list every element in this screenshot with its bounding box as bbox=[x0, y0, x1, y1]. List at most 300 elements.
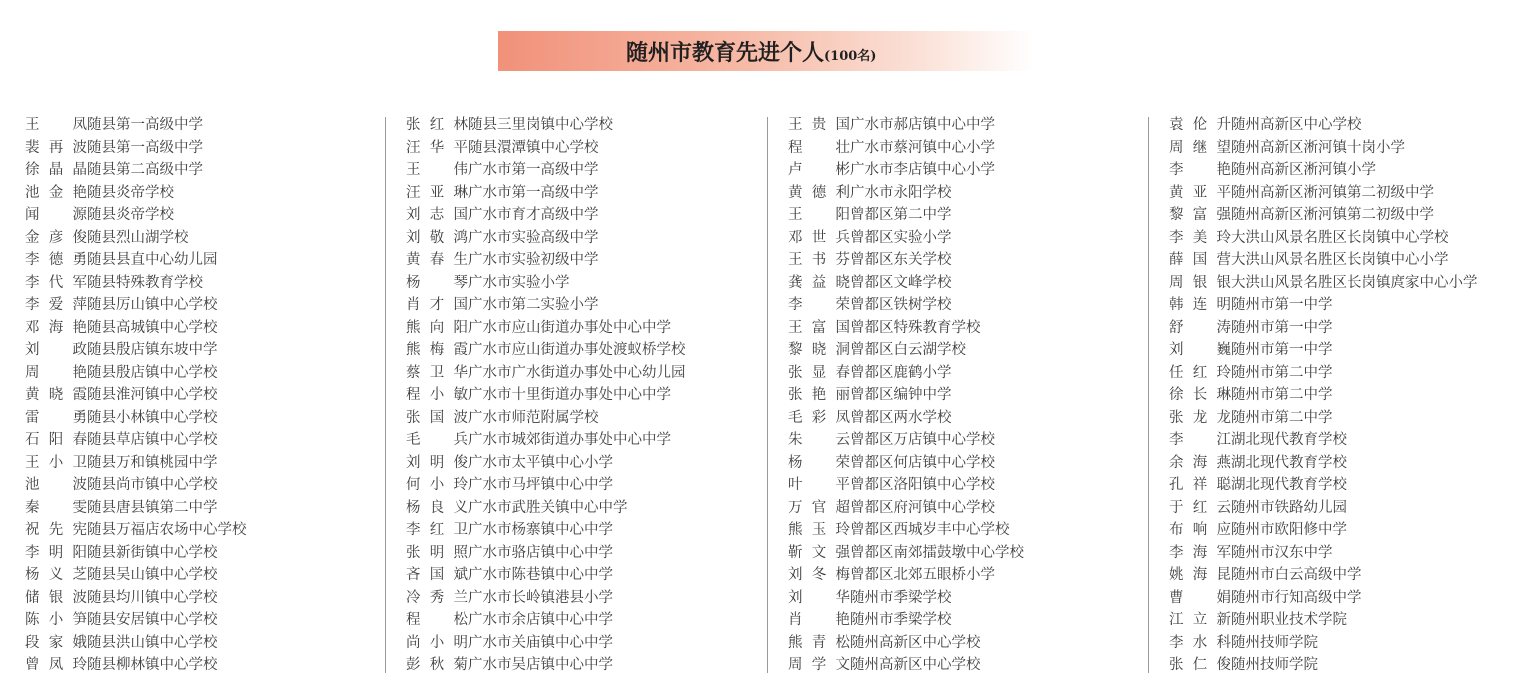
honoree-school: 随县第二高级中学 bbox=[87, 162, 203, 178]
honoree-name: 彭秋菊 bbox=[406, 657, 468, 673]
honoree-name: 张显春 bbox=[788, 364, 850, 381]
honoree-school: 广水市杨寨镇中心中学 bbox=[468, 522, 613, 538]
honoree-name: 闻 源 bbox=[25, 207, 87, 223]
honoree-school: 曾都区西城岁丰中心学校 bbox=[850, 522, 1010, 538]
honoree-school: 曾都区白云湖学校 bbox=[850, 342, 966, 358]
list-item bbox=[25, 654, 395, 677]
honoree-school: 随县第一高级中学 bbox=[87, 139, 203, 156]
honoree-name: 刘冬梅 bbox=[788, 567, 850, 583]
honoree-school: 随州市季梁学校 bbox=[850, 589, 952, 606]
honoree-name: 储银波 bbox=[25, 589, 87, 606]
honoree-school: 随州市季梁学校 bbox=[850, 612, 952, 628]
honoree-name: 黄亚平 bbox=[1169, 184, 1231, 201]
honoree-school: 随县万福店农场中心学校 bbox=[87, 522, 247, 538]
list-item bbox=[1169, 317, 1509, 340]
honoree-name: 余海燕 bbox=[1169, 454, 1231, 471]
honoree-school: 随州技师学院 bbox=[1231, 634, 1318, 651]
honoree-school: 曾都区北郊五眼桥小学 bbox=[850, 567, 995, 583]
honoree-name: 程 壮 bbox=[788, 139, 850, 156]
honoree-name: 刘明俊 bbox=[406, 454, 468, 471]
honoree-name: 靳文强 bbox=[788, 544, 850, 561]
list-item bbox=[1169, 182, 1509, 205]
honoree-school: 曾都区府河镇中心学校 bbox=[850, 499, 995, 516]
list-item bbox=[788, 362, 1158, 385]
honoree-name: 刘 巍 bbox=[1169, 342, 1231, 358]
honoree-name: 程 松 bbox=[406, 612, 468, 628]
honoree-name: 肖 艳 bbox=[788, 612, 850, 628]
list-item bbox=[25, 159, 395, 182]
honoree-name: 蔡卫华 bbox=[406, 364, 468, 381]
honoree-school: 随州高新区中心学校 bbox=[850, 634, 981, 651]
honoree-school: 广水市余店镇中心中学 bbox=[468, 612, 613, 628]
honoree-name: 薛国营 bbox=[1169, 252, 1231, 268]
honoree-name: 汪亚琳 bbox=[406, 184, 468, 201]
honoree-name: 冷秀兰 bbox=[406, 589, 468, 606]
honoree-name: 石阳春 bbox=[25, 432, 87, 448]
list-item bbox=[406, 317, 776, 340]
honoree-school: 广水市师范附属学校 bbox=[468, 409, 599, 426]
title-count: (100名) bbox=[824, 49, 877, 64]
honoree-name: 卢 彬 bbox=[788, 162, 850, 178]
honoree-school: 随州市第二中学 bbox=[1231, 387, 1333, 403]
list-item bbox=[25, 474, 395, 497]
honoree-school: 广水市李店镇中心小学 bbox=[850, 162, 995, 178]
honoree-school: 随县万和镇桃园中学 bbox=[87, 454, 218, 471]
honoree-name: 池 波 bbox=[25, 477, 87, 493]
title-main: 随州市教育先进个人 bbox=[626, 40, 825, 66]
list-item bbox=[25, 587, 395, 610]
honoree-school: 随州市铁路幼儿园 bbox=[1231, 499, 1347, 516]
honoree-school: 随州高新区中心学校 bbox=[850, 657, 981, 673]
list-item bbox=[25, 609, 395, 632]
honoree-column-3 bbox=[788, 114, 1158, 677]
list-item bbox=[406, 654, 776, 677]
list-item bbox=[406, 519, 776, 542]
honoree-school: 随州市第一中学 bbox=[1231, 342, 1333, 358]
list-item bbox=[1169, 249, 1509, 272]
honoree-school: 随州职业技术学院 bbox=[1231, 612, 1347, 628]
honoree-name: 秦 雯 bbox=[25, 499, 87, 516]
list-item bbox=[1169, 474, 1509, 497]
list-item bbox=[25, 429, 395, 452]
honoree-school: 广水市永阳学校 bbox=[850, 184, 952, 201]
honoree-name: 池金艳 bbox=[25, 184, 87, 201]
list-item bbox=[1169, 362, 1509, 385]
honoree-name: 尚小明 bbox=[406, 634, 468, 651]
honoree-school: 湖北现代教育学校 bbox=[1231, 454, 1347, 471]
honoree-school: 曾都区两水学校 bbox=[850, 409, 952, 426]
honoree-school: 广水市实验高级中学 bbox=[468, 229, 599, 246]
honoree-school: 随县尚市镇中心学校 bbox=[87, 477, 218, 493]
honoree-school: 广水市城郊街道办事处中心中学 bbox=[468, 432, 671, 448]
honoree-name: 姚海昆 bbox=[1169, 567, 1231, 583]
honoree-school: 随州市第一中学 bbox=[1231, 319, 1333, 336]
honoree-school: 曾都区洛阳镇中心学校 bbox=[850, 477, 995, 493]
honoree-name: 曹 娟 bbox=[1169, 589, 1231, 606]
list-item bbox=[788, 519, 1158, 542]
honoree-name: 王 凤 bbox=[25, 117, 87, 133]
list-item bbox=[406, 452, 776, 475]
honoree-school: 曾都区东关学校 bbox=[850, 252, 952, 268]
list-item bbox=[25, 272, 395, 295]
list-item bbox=[788, 654, 1158, 677]
honoree-school: 广水市应山街道办事处渡蚁桥学校 bbox=[468, 342, 686, 358]
honoree-school: 广水市实验小学 bbox=[468, 274, 570, 291]
honoree-name: 吝国斌 bbox=[406, 567, 468, 583]
honoree-school: 随县第一高级中学 bbox=[87, 117, 203, 133]
honoree-school: 广水市十里街道办事处中心中学 bbox=[468, 387, 671, 403]
honoree-school: 广水市关庙镇中心中学 bbox=[468, 634, 613, 651]
honoree-school: 随县炎帝学校 bbox=[87, 207, 174, 223]
honoree-school: 随州高新区淅河镇第二初级中学 bbox=[1231, 207, 1434, 223]
honoree-school: 广水市骆店镇中心中学 bbox=[468, 544, 613, 561]
honoree-name: 雷 勇 bbox=[25, 409, 87, 426]
list-item bbox=[406, 159, 776, 182]
honoree-name: 杨 琴 bbox=[406, 274, 468, 291]
honoree-school: 随县殷店镇东坡中学 bbox=[87, 342, 218, 358]
list-item bbox=[406, 339, 776, 362]
list-item bbox=[788, 384, 1158, 407]
honoree-school: 曾都区编钟中学 bbox=[850, 387, 952, 403]
honoree-school: 随州市汉东中学 bbox=[1231, 544, 1333, 561]
honoree-name: 王 伟 bbox=[406, 162, 468, 178]
list-item bbox=[406, 362, 776, 385]
list-item bbox=[788, 587, 1158, 610]
list-item bbox=[788, 542, 1158, 565]
honoree-school: 广水市陈巷镇中心中学 bbox=[468, 567, 613, 583]
list-item bbox=[406, 249, 776, 272]
list-item bbox=[788, 249, 1158, 272]
honoree-name: 邓世兵 bbox=[788, 229, 850, 246]
list-item bbox=[25, 542, 395, 565]
honoree-name: 黄德利 bbox=[788, 184, 850, 201]
list-item bbox=[788, 474, 1158, 497]
honoree-name: 毛 兵 bbox=[406, 432, 468, 448]
honoree-name: 舒 涛 bbox=[1169, 319, 1231, 336]
honoree-name: 毛彩凤 bbox=[788, 409, 850, 426]
honoree-school: 广水市太平镇中心小学 bbox=[468, 454, 613, 471]
list-item bbox=[406, 497, 776, 520]
honoree-name: 李 江 bbox=[1169, 432, 1231, 448]
honoree-name: 金彦俊 bbox=[25, 229, 87, 246]
list-item bbox=[25, 452, 395, 475]
list-item bbox=[1169, 272, 1509, 295]
honoree-name: 江立新 bbox=[1169, 612, 1231, 628]
honoree-name: 张明照 bbox=[406, 544, 468, 561]
list-item bbox=[1169, 227, 1509, 250]
honoree-name: 段家娥 bbox=[25, 634, 87, 651]
honoree-school: 随州市白云高级中学 bbox=[1231, 567, 1362, 583]
honoree-name: 杨良义 bbox=[406, 499, 468, 516]
honoree-name: 万官超 bbox=[788, 499, 850, 516]
honoree-name: 熊向阳 bbox=[406, 319, 468, 336]
honoree-name: 王富国 bbox=[788, 319, 850, 336]
list-item bbox=[406, 609, 776, 632]
honoree-name: 朱 云 bbox=[788, 432, 850, 448]
honoree-school: 随州高新区淅河镇第二初级中学 bbox=[1231, 184, 1434, 201]
honoree-school: 大洪山风景名胜区长岗镇中心小学 bbox=[1231, 252, 1449, 268]
honoree-name: 邓海艳 bbox=[25, 319, 87, 336]
honoree-name: 黄春生 bbox=[406, 252, 468, 268]
list-item bbox=[406, 632, 776, 655]
honoree-name: 周学文 bbox=[788, 657, 850, 673]
list-item bbox=[406, 272, 776, 295]
honoree-name: 叶 平 bbox=[788, 477, 850, 493]
honoree-name: 杨义芝 bbox=[25, 567, 87, 583]
honoree-name: 张国波 bbox=[406, 409, 468, 426]
honoree-name: 李红卫 bbox=[406, 522, 468, 538]
honoree-school: 随县厉山镇中心学校 bbox=[87, 297, 218, 313]
list-item bbox=[788, 429, 1158, 452]
list-item bbox=[788, 114, 1158, 137]
list-item bbox=[788, 452, 1158, 475]
honoree-school: 随县吴山镇中心学校 bbox=[87, 567, 218, 583]
list-item bbox=[788, 497, 1158, 520]
honoree-school: 随州技师学院 bbox=[1231, 657, 1318, 673]
page-title bbox=[626, 36, 876, 67]
list-item bbox=[1169, 137, 1509, 160]
honoree-school: 曾都区万店镇中心学校 bbox=[850, 432, 995, 448]
honoree-name: 张龙龙 bbox=[1169, 409, 1231, 426]
honoree-name: 李 艳 bbox=[1169, 162, 1231, 178]
honoree-school: 曾都区实验小学 bbox=[850, 229, 952, 246]
honoree-school: 曾都区文峰学校 bbox=[850, 274, 952, 291]
list-item bbox=[788, 339, 1158, 362]
honoree-name: 布响应 bbox=[1169, 522, 1231, 538]
list-item bbox=[25, 182, 395, 205]
honoree-name: 熊梅霞 bbox=[406, 342, 468, 358]
list-item bbox=[788, 182, 1158, 205]
honoree-name: 汪华平 bbox=[406, 139, 468, 156]
list-item bbox=[406, 564, 776, 587]
list-item bbox=[25, 407, 395, 430]
list-item bbox=[406, 182, 776, 205]
list-item bbox=[1169, 384, 1509, 407]
list-item bbox=[1169, 542, 1509, 565]
honoree-school: 随县新街镇中心学校 bbox=[87, 544, 218, 561]
honoree-name: 王贵国 bbox=[788, 117, 850, 133]
list-item bbox=[25, 317, 395, 340]
honoree-name: 刘 华 bbox=[788, 589, 850, 606]
honoree-school: 随县小林镇中心学校 bbox=[87, 409, 218, 426]
honoree-name: 李海军 bbox=[1169, 544, 1231, 561]
list-item bbox=[1169, 294, 1509, 317]
honoree-school: 随县柳林镇中心学校 bbox=[87, 657, 218, 673]
honoree-name: 徐晶晶 bbox=[25, 162, 87, 178]
list-item bbox=[25, 114, 395, 137]
honoree-name: 任红玲 bbox=[1169, 364, 1231, 381]
honoree-school: 随县唐县镇第二中学 bbox=[87, 499, 218, 516]
honoree-name: 张红林 bbox=[406, 117, 468, 133]
list-item bbox=[406, 204, 776, 227]
honoree-name: 李 荣 bbox=[788, 297, 850, 313]
honoree-name: 李水科 bbox=[1169, 634, 1231, 651]
honoree-name: 刘敬鸿 bbox=[406, 229, 468, 246]
list-item bbox=[406, 137, 776, 160]
list-item bbox=[406, 384, 776, 407]
honoree-school: 随县高城镇中心学校 bbox=[87, 319, 218, 336]
honoree-name: 李德勇 bbox=[25, 252, 87, 268]
honoree-school: 随州市欧阳修中学 bbox=[1231, 522, 1347, 538]
honoree-column-1 bbox=[25, 114, 395, 677]
list-item bbox=[788, 564, 1158, 587]
list-item bbox=[788, 137, 1158, 160]
honoree-name: 曾凤玲 bbox=[25, 657, 87, 673]
honoree-school: 随县炎帝学校 bbox=[87, 184, 174, 201]
honoree-name: 王书芬 bbox=[788, 252, 850, 268]
list-item bbox=[1169, 632, 1509, 655]
list-item bbox=[1169, 204, 1509, 227]
honoree-name: 熊青松 bbox=[788, 634, 850, 651]
honoree-name: 王 阳 bbox=[788, 207, 850, 223]
list-item bbox=[1169, 587, 1509, 610]
honoree-school: 广水市广水街道办事处中心幼儿园 bbox=[468, 364, 686, 381]
list-item bbox=[788, 227, 1158, 250]
honoree-school: 广水市第一高级中学 bbox=[468, 184, 599, 201]
honoree-name: 祝先宪 bbox=[25, 522, 87, 538]
honoree-name: 袁伦升 bbox=[1169, 117, 1231, 133]
honoree-name: 裴再波 bbox=[25, 139, 87, 156]
honoree-school: 湖北现代教育学校 bbox=[1231, 477, 1347, 493]
honoree-school: 广水市长岭镇港县小学 bbox=[468, 589, 613, 606]
list-item bbox=[1169, 339, 1509, 362]
list-item bbox=[406, 227, 776, 250]
honoree-name: 刘志国 bbox=[406, 207, 468, 223]
list-item bbox=[788, 609, 1158, 632]
honoree-school: 随县县直中心幼儿园 bbox=[87, 252, 218, 268]
list-item bbox=[25, 564, 395, 587]
honoree-school: 广水市蔡河镇中心小学 bbox=[850, 139, 995, 156]
honoree-school: 曾都区南郊擂鼓墩中心学校 bbox=[850, 544, 1024, 561]
honoree-name: 韩连明 bbox=[1169, 297, 1231, 313]
list-item bbox=[406, 587, 776, 610]
honoree-name: 周继望 bbox=[1169, 139, 1231, 156]
honoree-name: 李美玲 bbox=[1169, 229, 1231, 246]
honoree-school: 大洪山风景名胜区长岗镇中心学校 bbox=[1231, 229, 1449, 246]
honoree-name: 李代军 bbox=[25, 274, 87, 291]
honoree-school: 湖北现代教育学校 bbox=[1231, 432, 1347, 448]
list-item bbox=[25, 249, 395, 272]
honoree-school: 随县澴潭镇中心学校 bbox=[468, 139, 599, 156]
list-item bbox=[1169, 159, 1509, 182]
list-item bbox=[406, 407, 776, 430]
list-item bbox=[25, 294, 395, 317]
honoree-school: 随县殷店镇中心学校 bbox=[87, 364, 218, 381]
list-item bbox=[788, 159, 1158, 182]
honoree-name: 龚益晓 bbox=[788, 274, 850, 291]
honoree-name: 周 艳 bbox=[25, 364, 87, 381]
list-item bbox=[788, 272, 1158, 295]
honoree-name: 肖才国 bbox=[406, 297, 468, 313]
honoree-name: 于红云 bbox=[1169, 499, 1231, 516]
list-item bbox=[788, 204, 1158, 227]
honoree-name: 黎富强 bbox=[1169, 207, 1231, 223]
honoree-school: 广水市郝店镇中心中学 bbox=[850, 117, 995, 133]
honoree-school: 广水市吴店镇中心中学 bbox=[468, 657, 613, 673]
list-item bbox=[25, 497, 395, 520]
honoree-school: 随县淮河镇中心学校 bbox=[87, 387, 218, 403]
honoree-school: 随县烈山湖学校 bbox=[87, 229, 189, 246]
honoree-school: 广水市实验初级中学 bbox=[468, 252, 599, 268]
honoree-school: 曾都区鹿鹤小学 bbox=[850, 364, 952, 381]
honoree-column-4 bbox=[1169, 114, 1509, 677]
list-item bbox=[1169, 519, 1509, 542]
honoree-school: 随州高新区淅河镇小学 bbox=[1231, 162, 1376, 178]
list-item bbox=[788, 632, 1158, 655]
honoree-school: 曾都区特殊教育学校 bbox=[850, 319, 981, 336]
honoree-school: 随县均川镇中心学校 bbox=[87, 589, 218, 606]
honoree-school: 广水市第一高级中学 bbox=[468, 162, 599, 178]
honoree-column-2 bbox=[406, 114, 776, 677]
honoree-school: 广水市第二实验小学 bbox=[468, 297, 599, 313]
honoree-school: 随县草店镇中心学校 bbox=[87, 432, 218, 448]
list-item bbox=[406, 429, 776, 452]
honoree-school: 随县特殊教育学校 bbox=[87, 274, 203, 291]
honoree-name: 黎晓洞 bbox=[788, 342, 850, 358]
honoree-name: 程小敏 bbox=[406, 387, 468, 403]
list-item bbox=[406, 294, 776, 317]
list-item bbox=[25, 227, 395, 250]
honoree-school: 曾都区何店镇中心学校 bbox=[850, 454, 995, 471]
list-item bbox=[25, 339, 395, 362]
honoree-school: 广水市武胜关镇中心中学 bbox=[468, 499, 628, 516]
honoree-name: 陈小笋 bbox=[25, 612, 87, 628]
title-banner bbox=[498, 31, 1035, 71]
list-item bbox=[1169, 452, 1509, 475]
list-item bbox=[1169, 407, 1509, 430]
list-item bbox=[25, 362, 395, 385]
honoree-school: 随州市第一中学 bbox=[1231, 297, 1333, 313]
honoree-name: 杨 荣 bbox=[788, 454, 850, 471]
honoree-school: 随县安居镇中心学校 bbox=[87, 612, 218, 628]
honoree-school: 随州市行知高级中学 bbox=[1231, 589, 1362, 606]
honoree-name: 孔祥聪 bbox=[1169, 477, 1231, 493]
honoree-school: 广水市马坪镇中心中学 bbox=[468, 477, 613, 493]
honoree-school: 大洪山风景名胜区长岗镇庹家中心小学 bbox=[1231, 274, 1478, 291]
honoree-name: 李明阳 bbox=[25, 544, 87, 561]
list-item bbox=[1169, 114, 1509, 137]
honoree-name: 周银银 bbox=[1169, 274, 1231, 291]
honoree-school: 随州高新区中心学校 bbox=[1231, 117, 1362, 133]
list-item bbox=[25, 632, 395, 655]
list-item bbox=[25, 137, 395, 160]
list-item bbox=[1169, 429, 1509, 452]
list-item bbox=[788, 294, 1158, 317]
honoree-name: 刘 政 bbox=[25, 342, 87, 358]
honoree-school: 随州市第二中学 bbox=[1231, 409, 1333, 426]
honoree-name: 王小卫 bbox=[25, 454, 87, 471]
honoree-name: 何小玲 bbox=[406, 477, 468, 493]
list-item bbox=[1169, 564, 1509, 587]
honoree-name: 徐长琳 bbox=[1169, 387, 1231, 403]
list-item bbox=[406, 114, 776, 137]
honoree-school: 随州高新区淅河镇十岗小学 bbox=[1231, 139, 1405, 156]
honoree-school: 随州市第二中学 bbox=[1231, 364, 1333, 381]
honoree-school: 随县三里岗镇中心学校 bbox=[468, 117, 613, 133]
list-item bbox=[25, 204, 395, 227]
honoree-name: 熊玉玲 bbox=[788, 522, 850, 538]
honoree-name: 张艳丽 bbox=[788, 387, 850, 403]
honoree-school: 曾都区第二中学 bbox=[850, 207, 952, 223]
honoree-name: 李爱萍 bbox=[25, 297, 87, 313]
honoree-school: 曾都区铁树学校 bbox=[850, 297, 952, 313]
honoree-school: 广水市育才高级中学 bbox=[468, 207, 599, 223]
list-item bbox=[1169, 609, 1509, 632]
list-item bbox=[788, 317, 1158, 340]
honoree-name: 张仁俊 bbox=[1169, 657, 1231, 673]
honoree-school: 随县洪山镇中心学校 bbox=[87, 634, 218, 651]
list-item bbox=[406, 542, 776, 565]
